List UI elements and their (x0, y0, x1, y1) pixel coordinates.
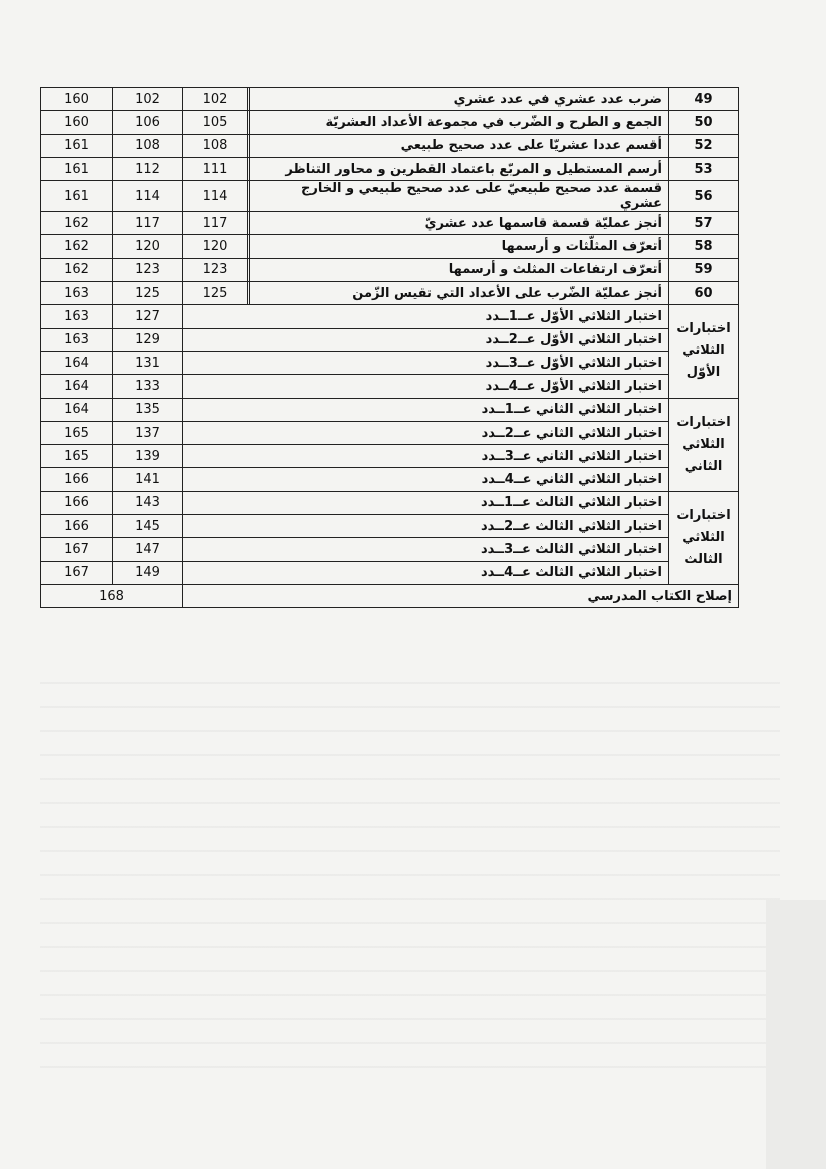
workbook-page-cell: 108 (113, 134, 183, 157)
test-title-cell: اختبار الثلاثي الأوّل عــ4ــدد (183, 375, 669, 398)
test-group-label-line: الأوّل (686, 365, 721, 381)
test-row (41, 491, 739, 514)
contents-table (40, 87, 739, 608)
workbook-page-cell: 112 (113, 157, 183, 180)
guide-page-cell: 163 (41, 282, 113, 305)
guide-page-cell: 165 (41, 445, 113, 468)
lesson-row (41, 88, 739, 111)
workbook-page-cell: 129 (113, 328, 183, 351)
lesson-number-cell: 60 (669, 282, 739, 305)
lesson-row (41, 235, 739, 258)
test-title-cell: اختبار الثلاثي الثاني عــ4ــدد (183, 468, 669, 491)
book-page-cell: 105 (183, 111, 248, 134)
guide-page-cell: 161 (41, 134, 113, 157)
guide-page-cell: 166 (41, 468, 113, 491)
test-group-label-line: الثلاثي (682, 529, 725, 545)
test-group-label-line: الثاني (684, 458, 723, 474)
test-row (41, 305, 739, 328)
lesson-title-cell: قسمة عدد صحيح طبيعيّ على عدد صحيح طبيعي و الخارج عشري (250, 181, 669, 212)
footer-page-cell: 168 (41, 584, 183, 607)
guide-page-cell: 162 (41, 212, 113, 235)
test-title-cell: اختبار الثلاثي الثالث عــ3ــدد (183, 538, 669, 561)
test-row (41, 398, 739, 421)
guide-page-cell: 167 (41, 538, 113, 561)
test-group-label-line: اختبارات (676, 321, 731, 337)
guide-page-cell: 164 (41, 351, 113, 374)
lesson-title-cell: أنجز عمليّة قسمة قاسمها عدد عشريّ (250, 212, 669, 235)
book-page-cell: 125 (183, 282, 248, 305)
lesson-number-cell: 56 (669, 181, 739, 212)
book-page-cell: 117 (183, 212, 248, 235)
lesson-number-cell: 58 (669, 235, 739, 258)
test-row (41, 351, 739, 374)
contents-table-body (41, 88, 739, 608)
test-title-cell: اختبار الثلاثي الثاني عــ2ــدد (183, 421, 669, 444)
lesson-title-cell: أتعرّف ارتفاعات المثلث و أرسمها (250, 258, 669, 281)
guide-page-cell: 160 (41, 88, 113, 111)
guide-page-cell: 162 (41, 258, 113, 281)
book-page-cell: 123 (183, 258, 248, 281)
lesson-row (41, 258, 739, 281)
lesson-number-cell: 49 (669, 88, 739, 111)
guide-page-cell: 166 (41, 515, 113, 538)
workbook-page-cell: 143 (113, 491, 183, 514)
test-title-cell: اختبار الثلاثي الثالث عــ4ــدد (183, 561, 669, 584)
workbook-page-cell: 137 (113, 421, 183, 444)
guide-page-cell: 160 (41, 111, 113, 134)
workbook-page-cell: 139 (113, 445, 183, 468)
book-page-cell: 108 (183, 134, 248, 157)
footer-title-cell: إصلاح الكتاب المدرسي (183, 584, 739, 607)
test-row (41, 561, 739, 584)
test-row (41, 445, 739, 468)
lesson-row (41, 212, 739, 235)
page-edge-shadow (766, 900, 826, 1169)
workbook-page-cell: 145 (113, 515, 183, 538)
lesson-number-cell: 59 (669, 258, 739, 281)
workbook-page-cell: 106 (113, 111, 183, 134)
test-row (41, 538, 739, 561)
workbook-page-cell: 125 (113, 282, 183, 305)
guide-page-cell: 161 (41, 157, 113, 180)
test-group-label-line: اختبارات (676, 507, 731, 523)
guide-page-cell: 162 (41, 235, 113, 258)
workbook-page-cell: 149 (113, 561, 183, 584)
lesson-title-cell: ضرب عدد عشري في عدد عشري (250, 88, 669, 111)
test-title-cell: اختبار الثلاثي الثاني عــ3ــدد (183, 445, 669, 468)
test-title-cell: اختبار الثلاثي الأوّل عــ3ــدد (183, 351, 669, 374)
guide-page-cell: 164 (41, 398, 113, 421)
test-row (41, 421, 739, 444)
guide-page-cell: 164 (41, 375, 113, 398)
test-group-label (669, 491, 739, 584)
lesson-title-cell: أنجز عمليّة الضّرب على الأعداد التي تقيس الزّمن (250, 282, 669, 305)
test-title-cell: اختبار الثلاثي الثالث عــ1ــدد (183, 491, 669, 514)
lesson-title-cell: الجمع و الطرح و الضّرب في مجموعة الأعداد العشريّة (250, 111, 669, 134)
workbook-page-cell: 120 (113, 235, 183, 258)
test-group-label-line: الثلاثي (682, 343, 725, 359)
test-group-label (669, 398, 739, 491)
test-row (41, 468, 739, 491)
test-title-cell: اختبار الثلاثي الثالث عــ2ــدد (183, 515, 669, 538)
test-row (41, 515, 739, 538)
workbook-page-cell: 127 (113, 305, 183, 328)
lesson-number-cell: 50 (669, 111, 739, 134)
lesson-number-cell: 57 (669, 212, 739, 235)
workbook-page-cell: 133 (113, 375, 183, 398)
lesson-number-cell: 52 (669, 134, 739, 157)
test-title-cell: اختبار الثلاثي الثاني عــ1ــدد (183, 398, 669, 421)
guide-page-cell: 163 (41, 305, 113, 328)
test-group-label-line: اختبارات (676, 414, 731, 430)
bleed-through-texture (40, 660, 780, 1090)
lesson-title-cell: أقسم عددا عشريّا على عدد صحيح طبيعي (250, 134, 669, 157)
workbook-page-cell: 114 (113, 181, 183, 212)
lesson-row (41, 134, 739, 157)
lesson-title-cell: أرسم المستطيل و المربّع باعتماد القطرين و محاور التناظر (250, 157, 669, 180)
guide-page-cell: 163 (41, 328, 113, 351)
workbook-page-cell: 141 (113, 468, 183, 491)
book-page-cell: 114 (183, 181, 248, 212)
book-page-cell: 102 (183, 88, 248, 111)
footer-row (41, 584, 739, 607)
workbook-page-cell: 102 (113, 88, 183, 111)
lesson-row (41, 111, 739, 134)
test-row (41, 375, 739, 398)
guide-page-cell: 166 (41, 491, 113, 514)
test-title-cell: اختبار الثلاثي الأوّل عــ2ــدد (183, 328, 669, 351)
workbook-page-cell: 135 (113, 398, 183, 421)
workbook-page-cell: 147 (113, 538, 183, 561)
test-title-cell: اختبار الثلاثي الأوّل عــ1ــدد (183, 305, 669, 328)
lesson-title-cell: أتعرّف المثلّثات و أرسمها (250, 235, 669, 258)
test-group-label (669, 305, 739, 398)
lesson-number-cell: 53 (669, 157, 739, 180)
lesson-row (41, 181, 739, 212)
lesson-row (41, 157, 739, 180)
test-group-label-line: الثلاثي (682, 436, 725, 452)
test-group-label-line: الثالث (684, 551, 723, 567)
book-page-cell: 120 (183, 235, 248, 258)
workbook-page-cell: 123 (113, 258, 183, 281)
lesson-row (41, 282, 739, 305)
book-page-cell: 111 (183, 157, 248, 180)
guide-page-cell: 165 (41, 421, 113, 444)
guide-page-cell: 161 (41, 181, 113, 212)
guide-page-cell: 167 (41, 561, 113, 584)
workbook-page-cell: 117 (113, 212, 183, 235)
test-row (41, 328, 739, 351)
workbook-page-cell: 131 (113, 351, 183, 374)
